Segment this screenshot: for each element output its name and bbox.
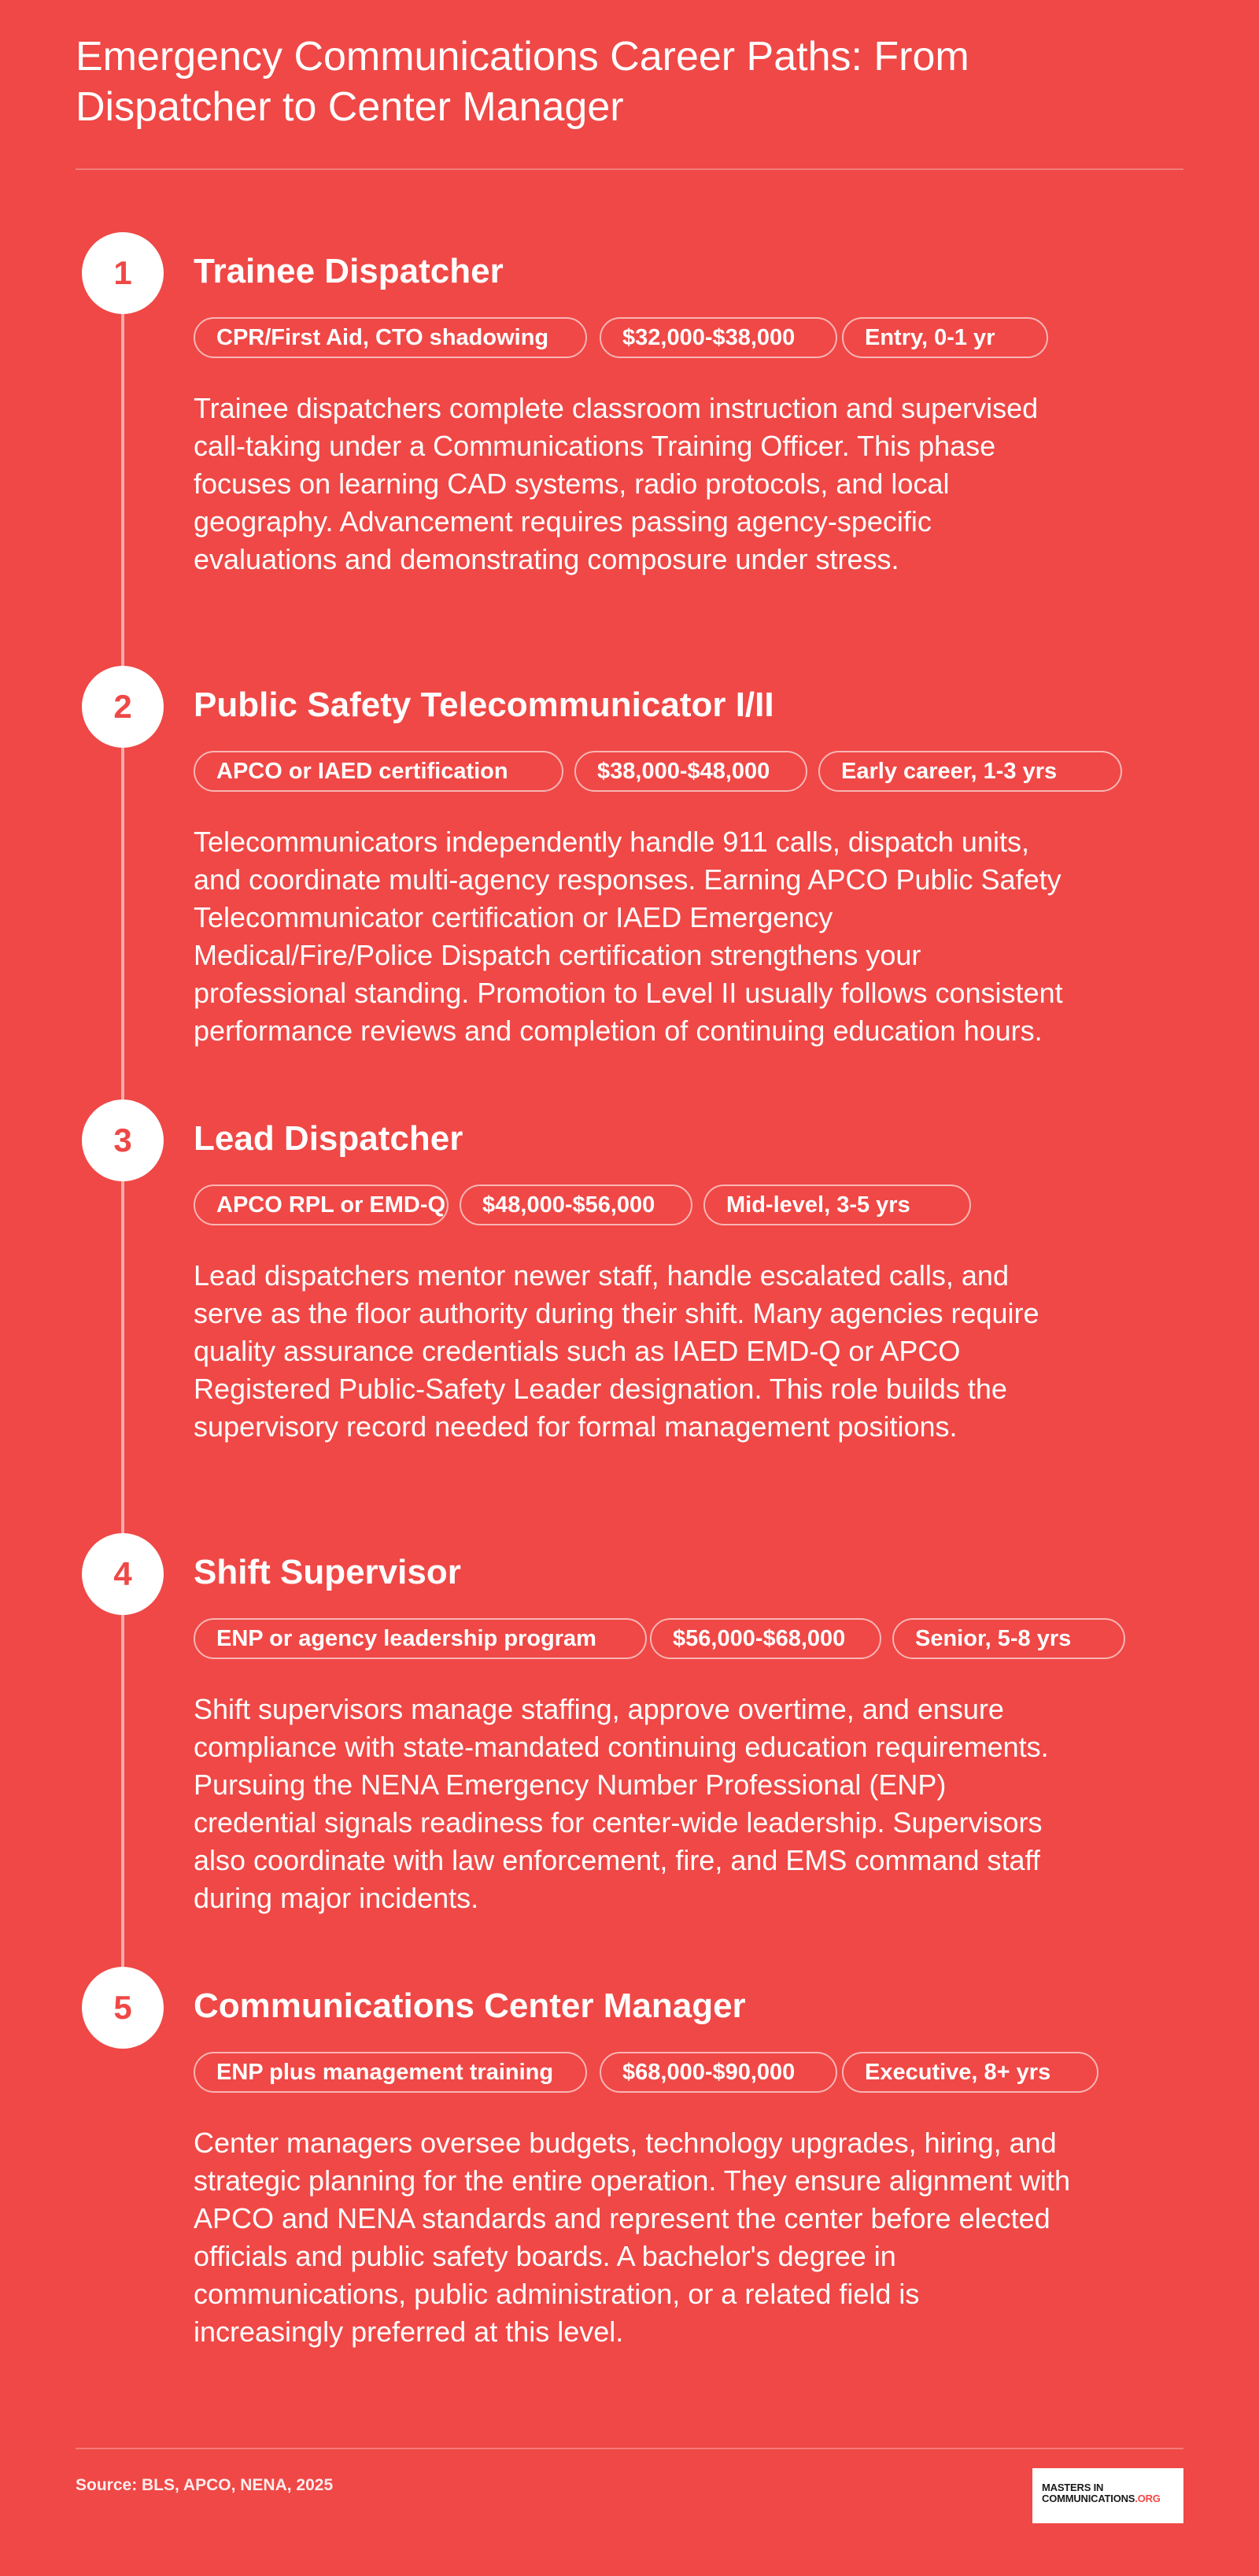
experience-tag: Early career, 1-3 yrs <box>818 751 1122 792</box>
salary-tag: $56,000-$68,000 <box>650 1618 881 1659</box>
step-description: Trainee dispatchers complete classroom instruction and supervised call-taking under a Communications Training Officer. This phase focuses on learning CAD systems, radio protocols, and local geography. Advancement requires passing agency-specific evaluations and demonstrating composure under stress. <box>194 392 1039 575</box>
step-description: Center managers oversee budgets, technology upgrades, hiring, and strategic planning for the entire operation. They ensure alignment with APCO and NENA standards and represent the center before elected officials and public safety boards. A bachelor's degree in communications, public administration, or a related field is increasingly preferred at this level. <box>194 2127 1070 2348</box>
salary-tag: $68,000-$90,000 <box>600 2052 837 2093</box>
step-description: Shift supervisors manage staffing, approve overtime, and ensure compliance with state-mandated continuing education requirements. Pursuing the NENA Emergency Number Professional (ENP) credential signals readiness for center-wide leadership. Supervisors also coordinate with law enforcement, fire, and EMS command staff during major incidents. <box>194 1693 1049 1914</box>
salary-tag: $38,000-$48,000 <box>574 751 807 792</box>
step-description: Lead dispatchers mentor newer staff, handle escalated calls, and serve as the floor authority during their shift. Many agencies require quality assurance credentials such as IAED EMD-Q or APCO Registered Public-Safety Leader designation. This role builds the supervisory record needed for formal management positions. <box>194 1259 1039 1443</box>
experience-tag: Executive, 8+ yrs <box>842 2052 1098 2093</box>
step-title: Communications Center Manager <box>194 1987 746 2025</box>
salary-tag: $32,000-$38,000 <box>600 317 837 358</box>
experience-tag: Senior, 5-8 yrs <box>892 1618 1125 1659</box>
footer-divider <box>76 2448 1183 2449</box>
certification-tag: ENP plus management training <box>194 2052 587 2093</box>
step-description: Telecommunicators independently handle 911 calls, dispatch units, and coordinate multi-agency responses. Earning APCO Public Safety Telecommunicator certification or IAED Emergency Medical/Fire/Police Dispatch certification strengthens your professional standing. Promotion to Level II usually follows consistent performance reviews and completion of continuing education hours. <box>194 826 1063 1047</box>
step-title: Trainee Dispatcher <box>194 252 504 290</box>
certification-tag: ENP or agency leadership program <box>194 1618 647 1659</box>
header-divider <box>76 168 1183 170</box>
certification-tag: APCO RPL or EMD-Q <box>194 1185 449 1225</box>
page-title: Emergency Communications Career Paths: From Dispatcher to Center Manager <box>76 34 969 130</box>
step-number-badge: 5 <box>82 1967 164 2049</box>
brand-logo <box>1032 2468 1183 2523</box>
step-title: Lead Dispatcher <box>194 1119 463 1158</box>
step-title: Public Safety Telecommunicator I/II <box>194 686 774 724</box>
step-number-badge: 3 <box>82 1100 164 1181</box>
salary-tag: $48,000-$56,000 <box>460 1185 692 1225</box>
logo-line-1: MASTERS IN <box>1042 2482 1104 2493</box>
experience-tag: Mid-level, 3-5 yrs <box>703 1185 971 1225</box>
step-number-badge: 2 <box>82 666 164 748</box>
step-title: Shift Supervisor <box>194 1553 461 1591</box>
certification-tag: CPR/First Aid, CTO shadowing <box>194 317 587 358</box>
certification-tag: APCO or IAED certification <box>194 751 563 792</box>
logo-suffix: .ORG <box>1135 2493 1161 2504</box>
experience-tag: Entry, 0-1 yr <box>842 317 1048 358</box>
logo-line-2: COMMUNICATIONS <box>1042 2493 1135 2504</box>
source-note: Source: BLS, APCO, NENA, 2025 <box>76 2476 334 2494</box>
step-number-badge: 4 <box>82 1533 164 1615</box>
step-number-badge: 1 <box>82 232 164 314</box>
